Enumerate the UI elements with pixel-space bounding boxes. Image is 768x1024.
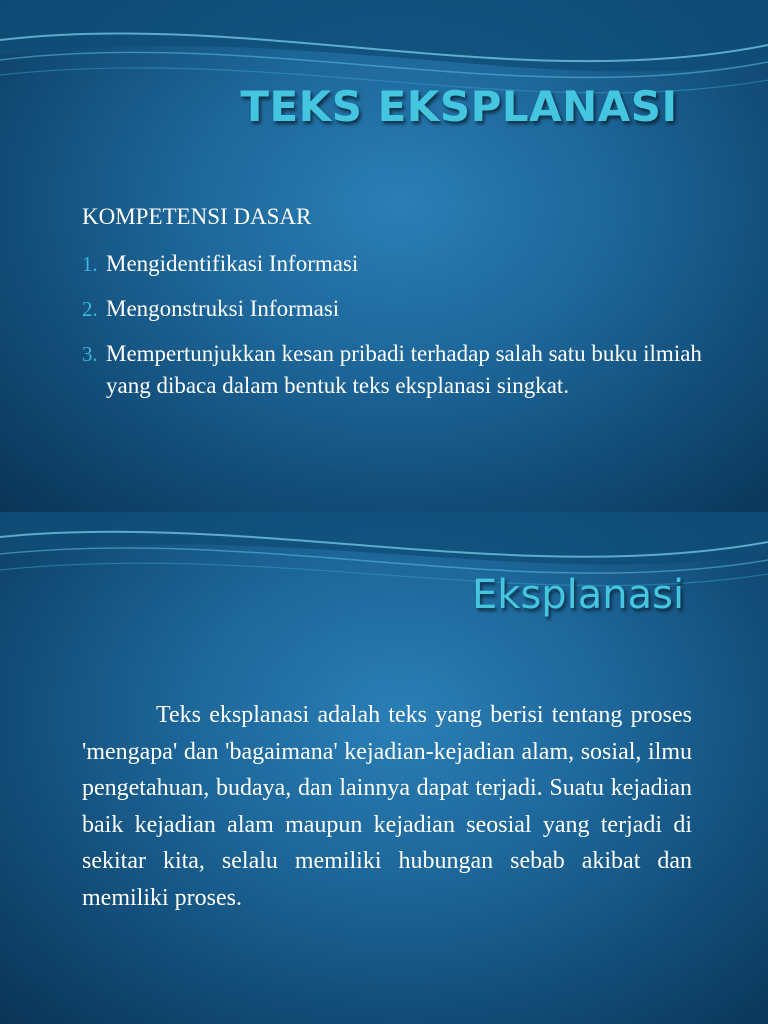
list-text: Mengidentifikasi Informasi	[106, 251, 359, 276]
slide-title: Eksplanasi	[472, 572, 685, 618]
list-item	[82, 293, 742, 325]
list-number: 1.	[82, 252, 98, 276]
explanation-paragraph: Teks eksplanasi adalah teks yang berisi tentang proses 'mengapa' dan 'bagaimana' kejadian-kejadian alam, sosial, ilmu pengetahuan, budaya, dan lainnya dapat terjadi. Suatu kejadian baik kejadian alam maupun kejadian seosial yang terjadi di sekitar kita, selalu memiliki hubungan sebab akibat dan memiliki proses.	[82, 702, 692, 911]
competency-list	[82, 248, 742, 415]
list-number: 3.	[82, 342, 98, 366]
list-text: Mengonstruksi Informasi	[106, 296, 340, 321]
competency-heading: KOMPETENSI DASAR	[82, 204, 312, 229]
list-number: 2.	[82, 297, 98, 321]
slide-title: TEKS EKSPLANASI	[240, 82, 678, 131]
list-text: Mempertunjukkan kesan pribadi terhadap salah satu buku ilmiah yang dibaca dalam bentuk teks eksplanasi singkat.	[106, 341, 702, 398]
list-item	[82, 338, 742, 402]
list-item	[82, 248, 742, 280]
